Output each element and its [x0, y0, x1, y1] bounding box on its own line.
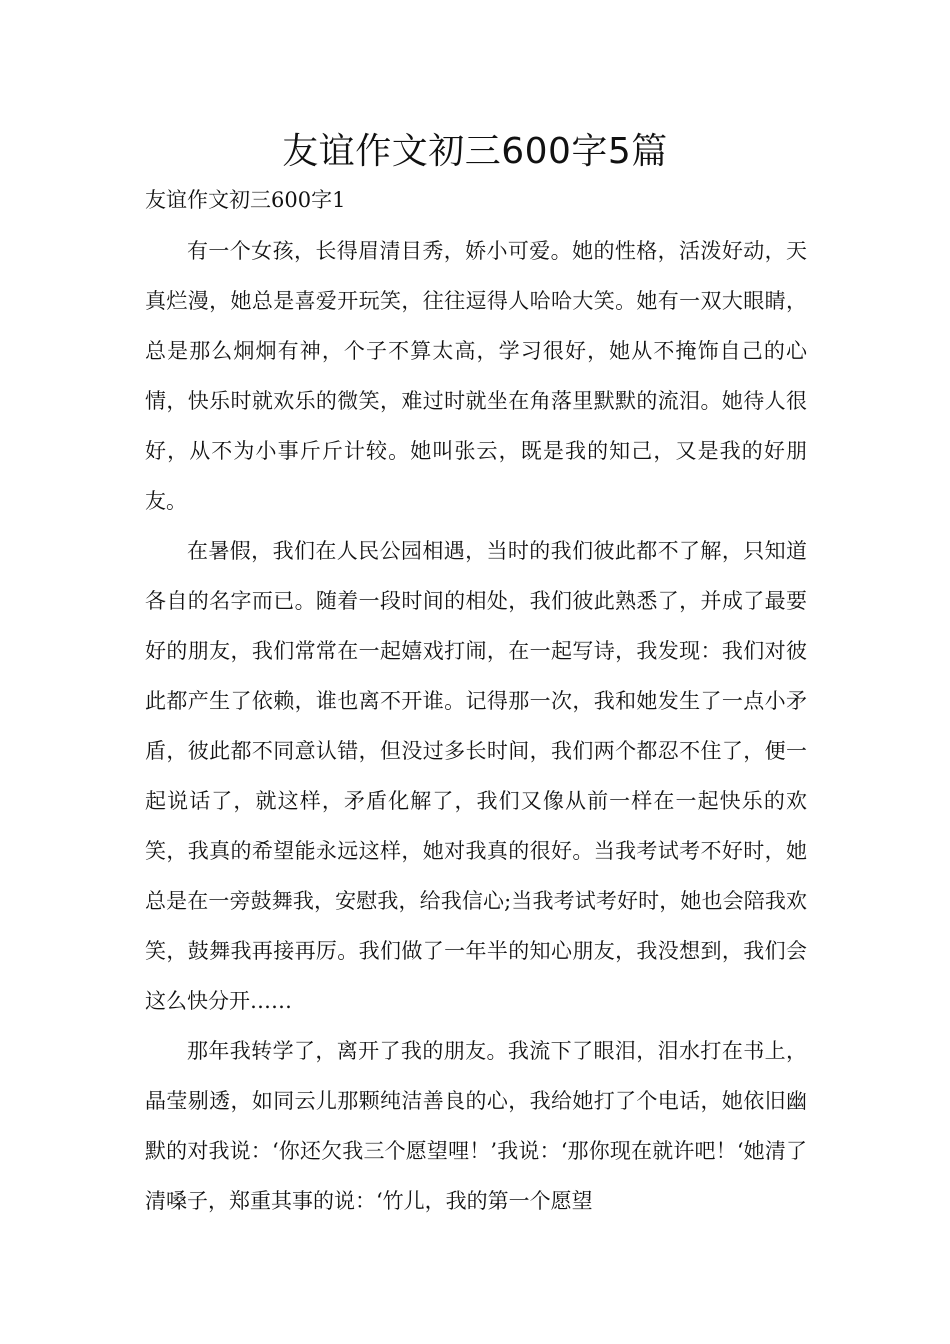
essay-body	[145, 226, 807, 1226]
paragraph-2: 在暑假，我们在人民公园相遇，当时的我们彼此都不了解，只知道各自的名字而已。随着一段时间的相处，我们彼此熟悉了，并成了最要好的朋友，我们常常在一起嬉戏打闹，在一起写诗，我发现：我们对彼此都产生了依赖，谁也离不开谁。记得那一次，我和她发生了一点小矛盾，彼此都不同意认错，但没过多长时间，我们两个都忍不住了，便一起说话了，就这样，矛盾化解了，我们又像从前一样在一起快乐的欢笑，我真的希望能永远这样，她对我真的很好。当我考试考不好时，她总是在一旁鼓舞我，安慰我，给我信心;当我考试考好时，她也会陪我欢笑，鼓舞我再接再厉。我们做了一年半的知心朋友，我没想到，我们会这么快分开……	[145, 539, 807, 1013]
essay-heading: 友谊作文初三600字1	[145, 188, 346, 212]
document-title: 友谊作文初三600字5篇	[282, 131, 668, 172]
paragraph-1: 有一个女孩，长得眉清目秀，娇小可爱。她的性格，活泼好动，天真烂漫，她总是喜爱开玩笑，往往逗得人哈哈大笑。她有一双大眼睛，总是那么炯炯有神，个子不算太高，学习很好，她从不掩饰自己的心情，快乐时就欢乐的微笑，难过时就坐在角落里默默的流泪。她待人很好，从不为小事斤斤计较。她叫张云，既是我的知己，又是我的好朋友。	[145, 239, 807, 513]
paragraph-3: 那年我转学了，离开了我的朋友。我流下了眼泪，泪水打在书上，晶莹剔透，如同云儿那颗纯洁善良的心，我给她打了个电话，她依旧幽默的对我说：‘你还欠我三个愿望哩！’我说：‘那你现在就许吧！‘她清了清嗓子，郑重其事的说：‘竹儿，我的第一个愿望	[145, 1039, 807, 1213]
